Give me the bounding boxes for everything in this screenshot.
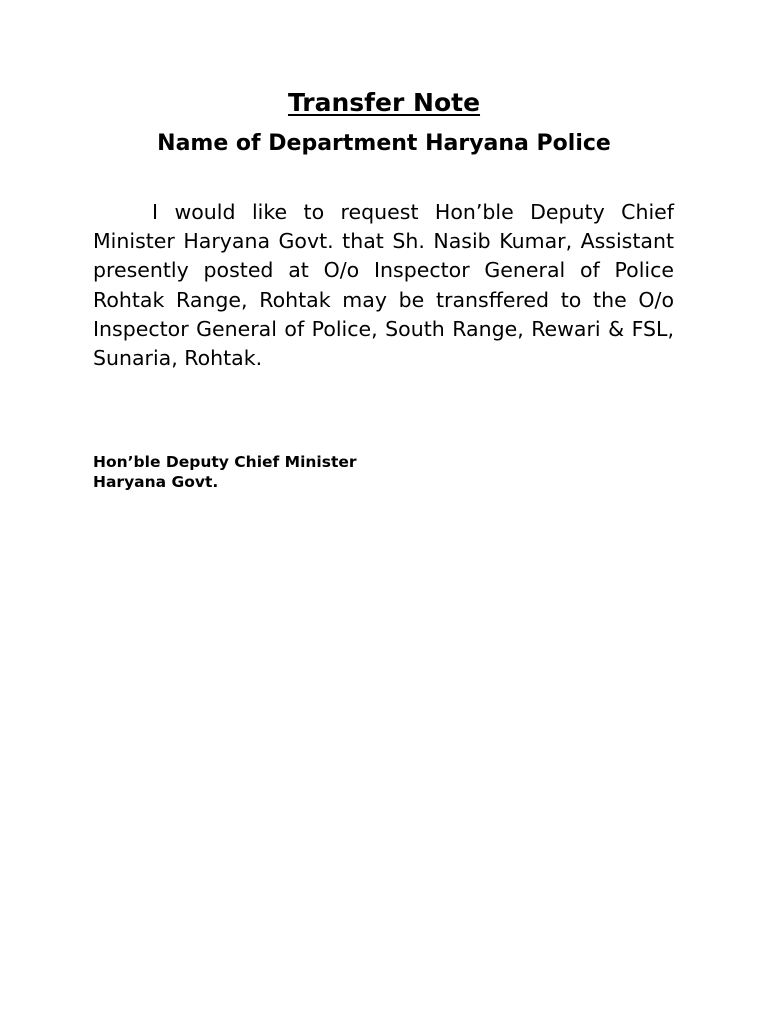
document-title-text: Transfer Note [287, 88, 481, 117]
request-paragraph: I would like to request Hon’ble Deputy Chief Minister Haryana Govt. that Sh. Nasib Kumar, Assistant presently posted at O/o Inspector General of Police Rohtak Range, Rohtak may be transffered to the O/o Inspector General of Police, South Range, Rewari & FSL, Sunaria, Rohtak. [93, 200, 674, 371]
document-title [0, 87, 768, 119]
department-line: Name of Department Haryana Police [157, 131, 611, 156]
signature-block [93, 452, 593, 492]
signature-line-2: Haryana Govt. [93, 473, 219, 491]
signature-line-1: Hon’ble Deputy Chief Minister [93, 453, 357, 471]
